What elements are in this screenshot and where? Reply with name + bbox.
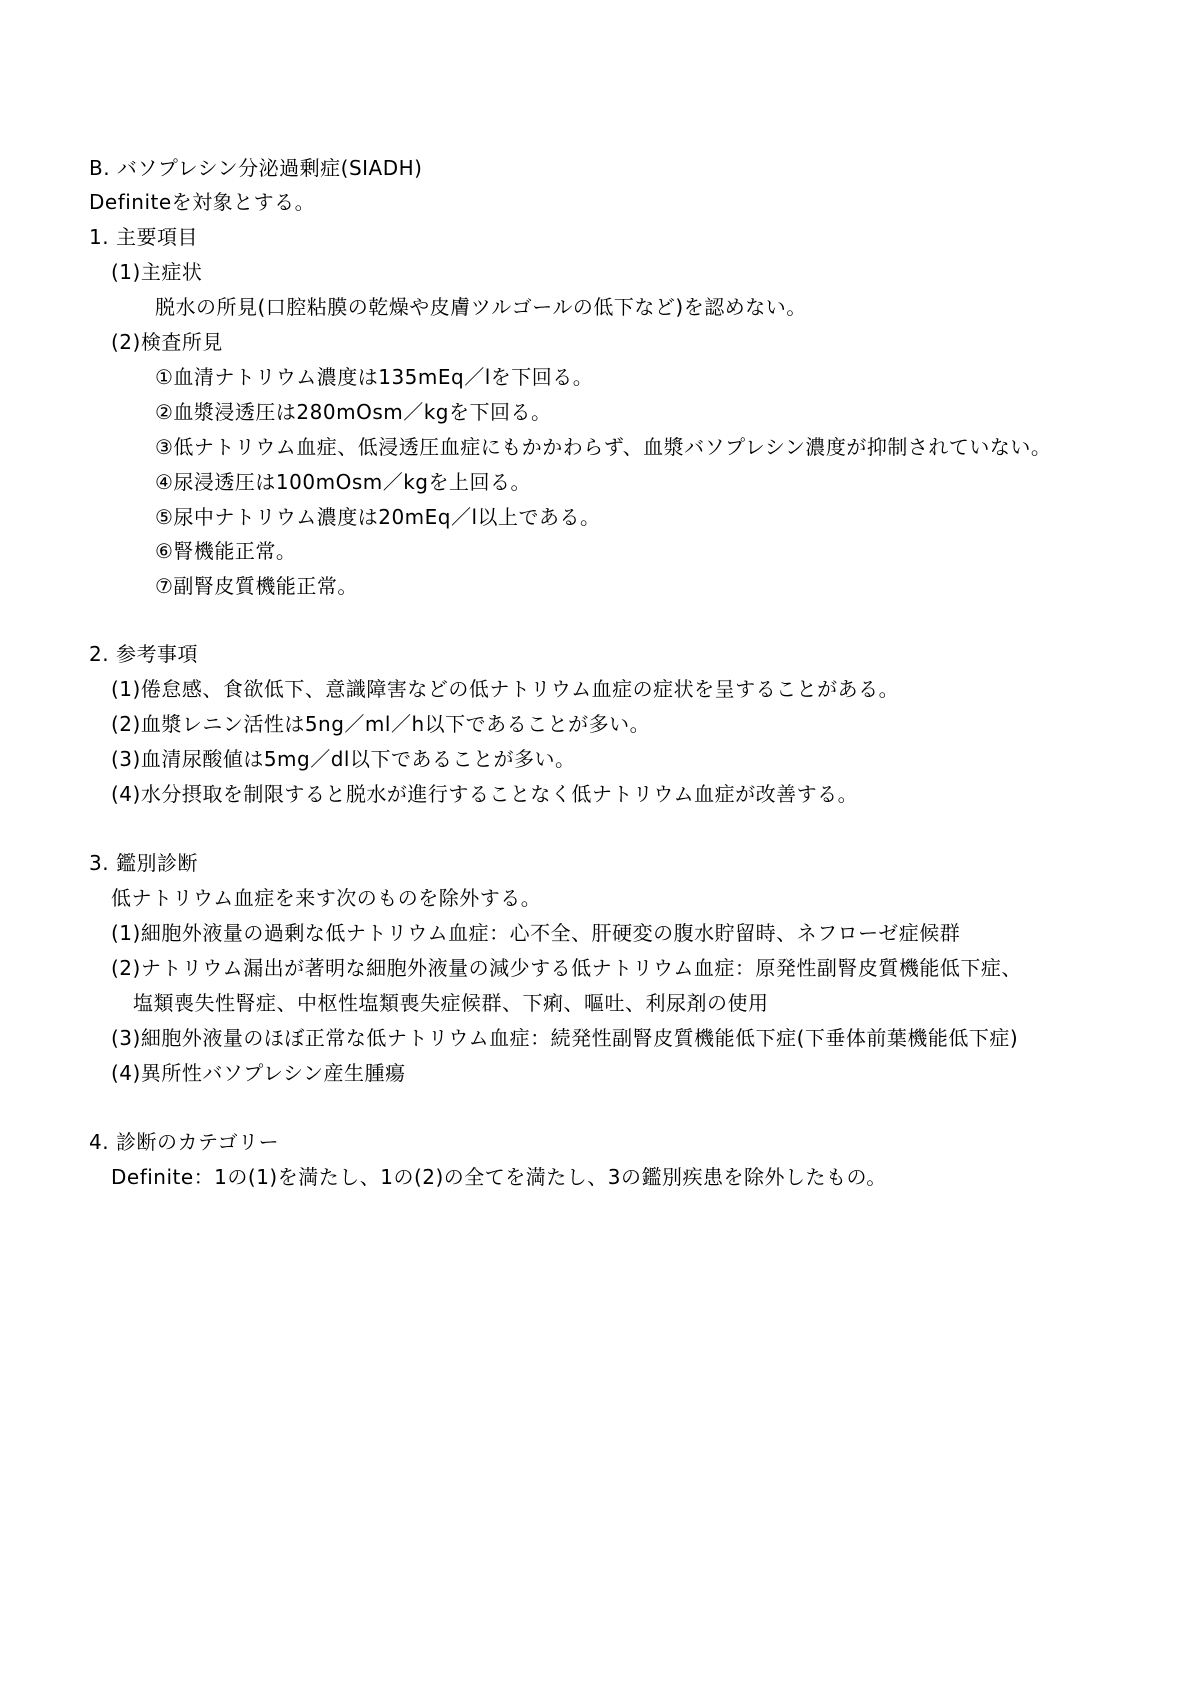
lab-finding-item: ③低ナトリウム血症、低浸透圧血症にもかかわらず、血漿バソプレシン濃度が抑制されていない。 (155, 435, 1052, 459)
section-1-title: 1. 主要項目 (89, 225, 198, 249)
reference-item: (2)血漿レニン活性は5ng／ml／h以下であることが多い。 (111, 712, 651, 736)
scope-note: Definiteを対象とする。 (89, 190, 316, 214)
lab-finding-item: ⑥腎機能正常。 (155, 539, 297, 563)
differential-item: (2)ナトリウム漏出が著明な細胞外液量の減少する低ナトリウム血症：原発性副腎皮質機能低下症、 (111, 956, 1022, 980)
reference-item: (3)血清尿酸値は5mg／dl以下であることが多い。 (111, 747, 576, 771)
differential-item: (1)細胞外液量の過剰な低ナトリウム血症：心不全、肝硬変の腹水貯留時、ネフローゼ症候群 (111, 921, 961, 945)
lab-finding-item: ②血漿浸透圧は280mOsm／kgを下回る。 (155, 400, 552, 424)
lab-finding-item: ⑤尿中ナトリウム濃度は20mEq／l以上である。 (155, 505, 601, 529)
reference-item: (1)倦怠感、食欲低下、意識障害などの低ナトリウム血症の症状を呈することがある。 (111, 677, 900, 701)
document-heading: B. バソプレシン分泌過剰症(SIADH) (89, 156, 423, 180)
lab-finding-item: ⑦副腎皮質機能正常。 (155, 574, 358, 598)
section-3-intro: 低ナトリウム血症を来す次のものを除外する。 (111, 886, 542, 910)
differential-item-continuation: 塩類喪失性腎症、中枢性塩類喪失症候群、下痢、嘔吐、利尿剤の使用 (133, 991, 769, 1015)
lab-finding-item: ①血清ナトリウム濃度は135mEq／lを下回る。 (155, 365, 594, 389)
section-2-title: 2. 参考事項 (89, 642, 198, 666)
section-1-sub2-title: (2)検査所見 (111, 330, 223, 354)
section-1-sub1-text: 脱水の所見(口腔粘膜の乾燥や皮膚ツルゴールの低下など)を認めない。 (155, 295, 807, 319)
differential-item: (3)細胞外液量のほぼ正常な低ナトリウム血症：続発性副腎皮質機能低下症(下垂体前葉機能低下症) (111, 1026, 1019, 1050)
differential-item: (4)異所性バソプレシン産生腫瘍 (111, 1061, 406, 1085)
reference-item: (4)水分摂取を制限すると脱水が進行することなく低ナトリウム血症が改善する。 (111, 782, 859, 806)
lab-finding-item: ④尿浸透圧は100mOsm／kgを上回る。 (155, 470, 532, 494)
section-1-sub1-title: (1)主症状 (111, 260, 203, 284)
section-4-title: 4. 診断のカテゴリー (89, 1130, 280, 1154)
section-4-text: Definite：1の(1)を満たし、1の(2)の全てを満たし、3の鑑別疾患を除外したもの。 (111, 1165, 887, 1189)
section-3-title: 3. 鑑別診断 (89, 851, 198, 875)
